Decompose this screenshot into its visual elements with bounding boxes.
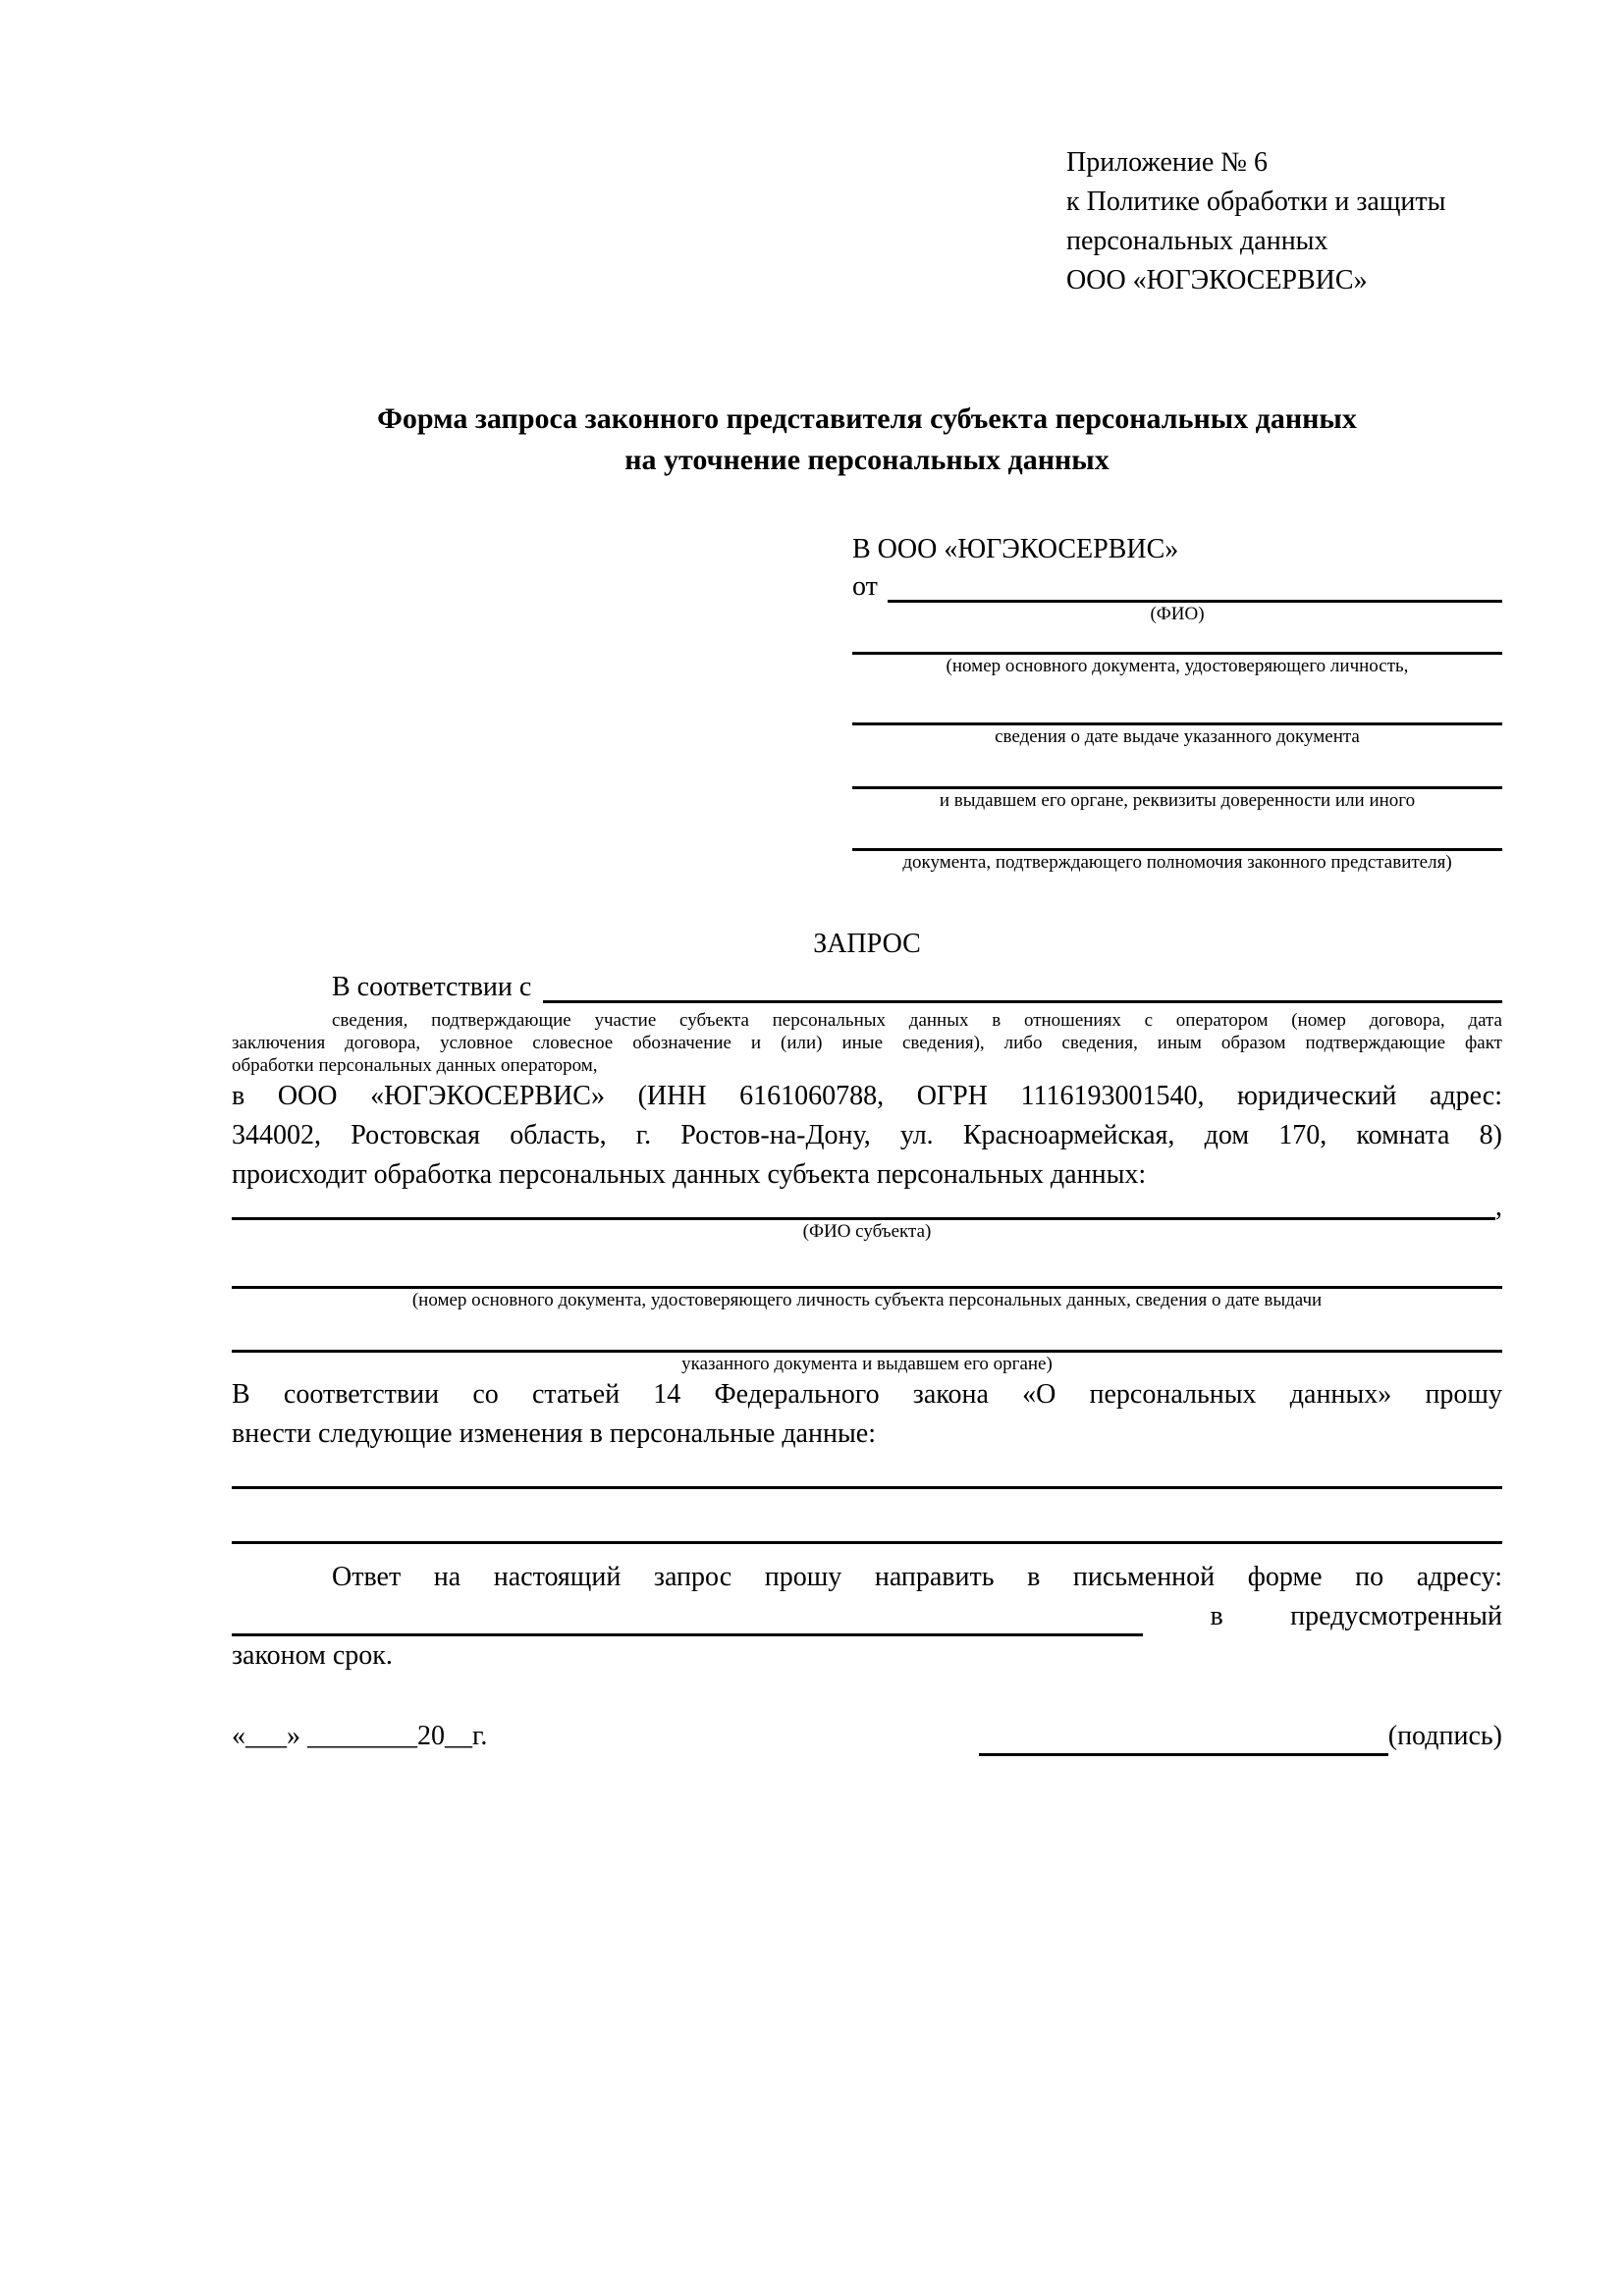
reply-paragraph-line-1: Ответ на настоящий запрос прошу направить в письменной форме по адресу: [332,1562,1502,1592]
signature-caption: (подпись) [1387,1721,1502,1751]
amendment-paragraph-line: В соответствии со статьей 14 Федерального закона «О персональных данных» прошу [232,1379,1502,1410]
basis-label: В соответствии с [332,972,532,1002]
request-heading: ЗАПРОС [813,929,921,959]
subject-fio-row [232,1192,1502,1222]
representative-doc-caption-3: и выдавшем его органе, реквизиты доверенности или иного [939,790,1416,811]
appendix-line: к Политике обработки и защиты [1066,187,1446,217]
representative-doc-caption-2: сведения о дате выдаче указанного документа [995,726,1360,747]
representative-doc-line-4 [852,812,1502,851]
amendment-paragraph [232,1375,1502,1454]
signature-group [979,1717,1502,1756]
operator-paragraph-line: 344002, Ростовская область, г. Ростов-на-Дону, ул. Красноармейская, дом 170, комната 8) [232,1120,1502,1150]
representative-doc-line-1 [852,625,1502,655]
basis-caption [232,1009,1502,1077]
operator-paragraph-line: происходит обработка персональных данных субъекта персональных данных: [232,1159,1147,1190]
from-row [852,569,1502,603]
amendment-paragraph-line: внести следующие изменения в персональные данные: [232,1418,876,1449]
reply-paragraph-line-3: законом срок. [232,1640,393,1671]
amendments-blank-line-1 [232,1454,1502,1489]
addressee-organization: В ООО «ЮГЭКОСЕРВИС» [852,534,1179,564]
basis-blank-line [543,1000,1502,1003]
from-label: от [852,571,878,602]
representative-doc-caption-4: документа, подтверждающего полномочия законного представителя) [902,852,1452,873]
reply-address-line [232,1607,1143,1636]
appendix-line: Приложение № 6 [1066,147,1268,178]
operator-paragraph [232,1077,1502,1195]
appendix-block [1066,143,1502,300]
signature-line [979,1727,1388,1756]
subject-doc-line-2 [232,1311,1502,1353]
reply-paragraph-line-2 [232,1597,1502,1636]
document-title-line-2: на уточнение персональных данных [624,444,1110,476]
subject-fio-line-comma: , [1495,1192,1502,1222]
appendix-line: ООО «ЮГЭКОСЕРВИС» [1066,265,1368,295]
date-blank: «___» ________20__г. [232,1721,488,1751]
document-title-line-1: Форма запроса законного представителя субъекта персональных данных [377,402,1357,435]
reply-word: предусмотренный [1290,1601,1502,1631]
subject-doc-caption-1: (номер основного документа, удостоверяющего личность субъекта персональных данных, сведения о дате выдачи [411,1290,1323,1310]
addressee-block [852,530,1502,874]
document-title [232,399,1502,481]
representative-doc-line-2 [852,677,1502,725]
basis-caption-line: заключения договора, условное словесное обозначение и (или) иные сведения), либо сведения, иным образом подтверждающие факт [232,1033,1502,1053]
basis-caption-line: сведения, подтверждающие участие субъекта персональных данных в отношениях с оператором (номер договора, дата [332,1010,1502,1031]
subject-fio-caption: (ФИО субъекта) [802,1221,932,1242]
reply-word: в [1210,1601,1223,1631]
subject-doc-caption-2: указанного документа и выдавшем его органе) [681,1354,1053,1374]
amendments-blank-line-2 [232,1489,1502,1544]
basis-row [232,964,1502,1003]
subject-doc-line-1 [232,1243,1502,1289]
operator-paragraph-line: в ООО «ЮГЭКОСЕРВИС» (ИНН 6161060788, ОГРН 1116193001540, юридический адрес: [232,1081,1502,1111]
representative-fio-caption: (ФИО) [1150,604,1205,624]
basis-caption-line: обработки персональных данных оператором, [232,1055,598,1076]
representative-doc-caption-1: (номер основного документа, удостоверяющего личность, [946,656,1409,676]
signature-row [232,1717,1502,1756]
representative-doc-line-3 [852,748,1502,789]
appendix-line: персональных данных [1066,226,1328,256]
